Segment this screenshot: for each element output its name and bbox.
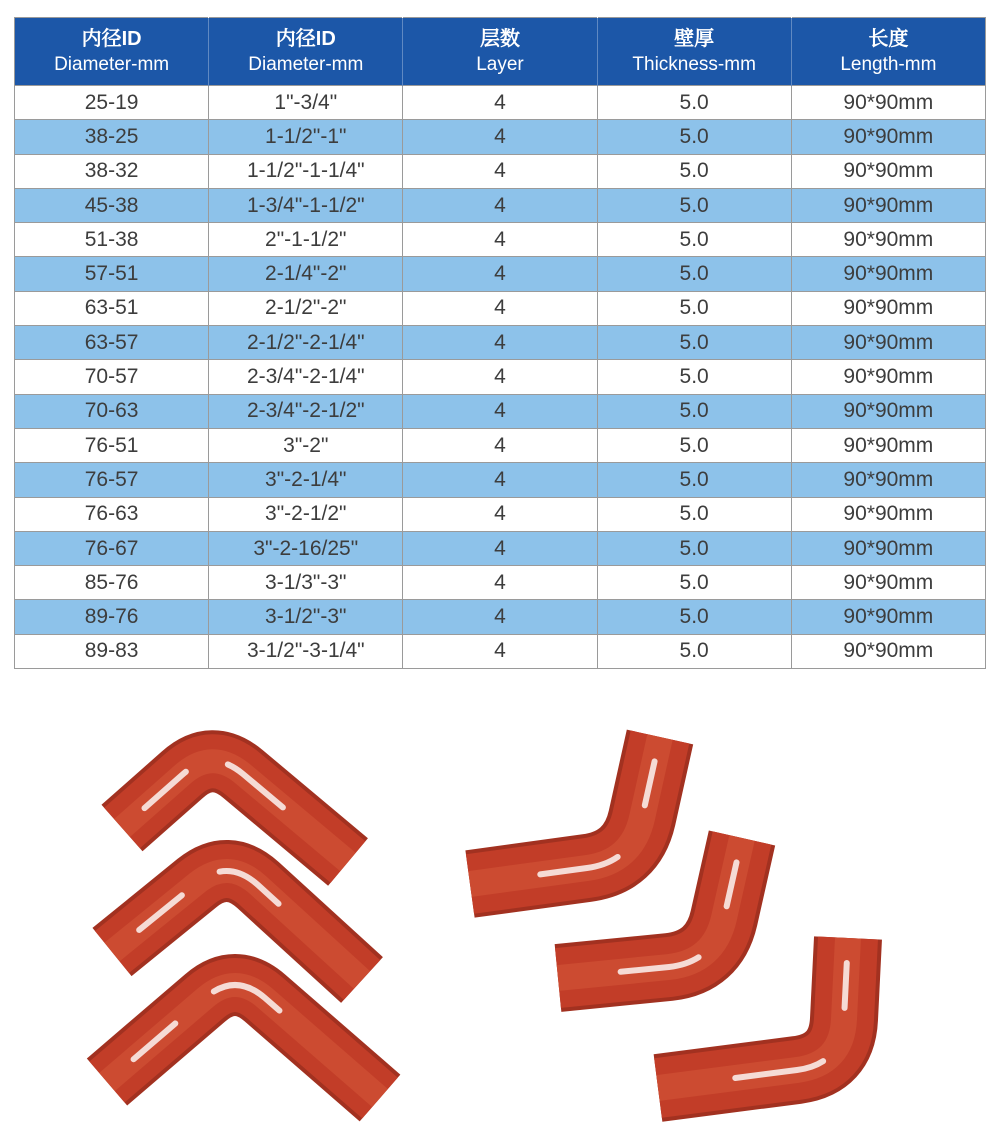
table-cell: 5.0 xyxy=(597,291,791,325)
table-cell: 63-57 xyxy=(15,326,209,360)
elbow-hose-photo-right-3 xyxy=(658,938,848,1088)
elbow-hose-photo-right-1 xyxy=(470,737,660,884)
col-header-diameter-id-inch xyxy=(209,18,403,86)
table-cell: 5.0 xyxy=(597,360,791,394)
elbow-hose-photo-left-3 xyxy=(107,985,380,1098)
table-row xyxy=(15,566,986,600)
table-cell: 25-19 xyxy=(15,86,209,120)
table-cell: 5.0 xyxy=(597,566,791,600)
table-cell: 3-1/3"-3" xyxy=(209,566,403,600)
table-cell: 90*90mm xyxy=(791,188,985,222)
table-row xyxy=(15,497,986,531)
table-cell: 2-1/2"-2-1/4" xyxy=(209,326,403,360)
table-cell: 38-32 xyxy=(15,154,209,188)
table-cell: 1"-3/4" xyxy=(209,86,403,120)
table-row xyxy=(15,394,986,428)
table-row xyxy=(15,188,986,222)
table-row xyxy=(15,360,986,394)
col-header-zh: 长度 xyxy=(868,28,909,51)
table-row xyxy=(15,463,986,497)
header-row xyxy=(15,18,986,86)
table-cell: 5.0 xyxy=(597,223,791,257)
table-cell: 38-25 xyxy=(15,120,209,154)
table-cell: 90*90mm xyxy=(791,497,985,531)
table-row xyxy=(15,154,986,188)
col-header-en: Diameter-mm xyxy=(248,54,364,76)
col-header-length xyxy=(791,18,985,86)
table-cell: 5.0 xyxy=(597,531,791,565)
table-cell: 5.0 xyxy=(597,120,791,154)
table-cell: 4 xyxy=(403,154,597,188)
table-cell: 5.0 xyxy=(597,188,791,222)
table-cell: 4 xyxy=(403,326,597,360)
table-cell: 3"-2-16/25" xyxy=(209,531,403,565)
table-cell: 5.0 xyxy=(597,634,791,668)
table-cell: 4 xyxy=(403,360,597,394)
col-header-thickness xyxy=(597,18,791,86)
table-cell: 4 xyxy=(403,600,597,634)
table-cell: 2-3/4"-2-1/4" xyxy=(209,360,403,394)
table-row xyxy=(15,326,986,360)
table-cell: 90*90mm xyxy=(791,86,985,120)
table-cell: 57-51 xyxy=(15,257,209,291)
table-row xyxy=(15,291,986,325)
table-cell: 90*90mm xyxy=(791,326,985,360)
table-cell: 4 xyxy=(403,428,597,462)
table-cell: 90*90mm xyxy=(791,531,985,565)
table-cell: 76-51 xyxy=(15,428,209,462)
table-cell: 90*90mm xyxy=(791,394,985,428)
table-cell: 90*90mm xyxy=(791,634,985,668)
table-cell: 76-67 xyxy=(15,531,209,565)
table-cell: 4 xyxy=(403,257,597,291)
col-header-en: Layer xyxy=(476,54,524,76)
table-cell: 90*90mm xyxy=(791,463,985,497)
table-cell: 90*90mm xyxy=(791,360,985,394)
elbow-hose-photo-left-2 xyxy=(112,871,362,980)
table-cell: 90*90mm xyxy=(791,291,985,325)
table-cell: 63-51 xyxy=(15,291,209,325)
table-cell: 89-76 xyxy=(15,600,209,634)
col-header-zh: 层数 xyxy=(479,28,520,51)
col-header-zh: 内径ID xyxy=(81,28,142,51)
table-cell: 4 xyxy=(403,86,597,120)
table-cell: 2"-1-1/2" xyxy=(209,223,403,257)
table-cell: 4 xyxy=(403,634,597,668)
table-cell: 90*90mm xyxy=(791,223,985,257)
table-cell: 45-38 xyxy=(15,188,209,222)
table-cell: 70-57 xyxy=(15,360,209,394)
table-cell: 4 xyxy=(403,120,597,154)
table-cell: 4 xyxy=(403,463,597,497)
table-cell: 5.0 xyxy=(597,394,791,428)
elbow-hose-photo-left-1 xyxy=(122,761,348,862)
table-cell: 3-1/2"-3" xyxy=(209,600,403,634)
col-header-zh: 壁厚 xyxy=(674,28,715,51)
col-header-zh: 内径ID xyxy=(275,28,336,51)
table-cell: 4 xyxy=(403,291,597,325)
table-cell: 2-1/2"-2" xyxy=(209,291,403,325)
table-row xyxy=(15,531,986,565)
table-row xyxy=(15,223,986,257)
table-cell: 5.0 xyxy=(597,257,791,291)
table-cell: 70-63 xyxy=(15,394,209,428)
table-cell: 90*90mm xyxy=(791,257,985,291)
table-cell: 5.0 xyxy=(597,600,791,634)
table-cell: 1-1/2"-1-1/4" xyxy=(209,154,403,188)
spec-table-body xyxy=(15,86,986,669)
table-row xyxy=(15,428,986,462)
table-cell: 5.0 xyxy=(597,154,791,188)
table-cell: 90*90mm xyxy=(791,600,985,634)
table-cell: 76-63 xyxy=(15,497,209,531)
table-cell: 4 xyxy=(403,566,597,600)
table-cell: 3"-2" xyxy=(209,428,403,462)
table-row xyxy=(15,120,986,154)
table-row xyxy=(15,86,986,120)
col-header-layer xyxy=(403,18,597,86)
spec-table-header xyxy=(15,18,986,86)
table-cell: 90*90mm xyxy=(791,154,985,188)
table-cell: 5.0 xyxy=(597,463,791,497)
col-header-en: Thickness-mm xyxy=(632,54,756,76)
table-cell: 76-57 xyxy=(15,463,209,497)
col-header-en: Diameter-mm xyxy=(54,54,170,76)
table-row xyxy=(15,257,986,291)
table-cell: 90*90mm xyxy=(791,428,985,462)
table-row xyxy=(15,600,986,634)
table-cell: 3"-2-1/4" xyxy=(209,463,403,497)
table-cell: 4 xyxy=(403,188,597,222)
col-header-en: Length-mm xyxy=(840,54,937,76)
table-cell: 85-76 xyxy=(15,566,209,600)
table-cell: 4 xyxy=(403,531,597,565)
table-cell: 5.0 xyxy=(597,497,791,531)
col-header-diameter-id-mm xyxy=(15,18,209,86)
table-cell: 2-3/4"-2-1/2" xyxy=(209,394,403,428)
table-cell: 1-1/2"-1" xyxy=(209,120,403,154)
elbow-hose-photo-right-2 xyxy=(558,838,742,978)
table-cell: 4 xyxy=(403,497,597,531)
table-row xyxy=(15,634,986,668)
table-cell: 4 xyxy=(403,394,597,428)
spec-table xyxy=(14,17,986,669)
table-cell: 5.0 xyxy=(597,86,791,120)
table-cell: 3-1/2"-3-1/4" xyxy=(209,634,403,668)
table-cell: 3"-2-1/2" xyxy=(209,497,403,531)
table-cell: 51-38 xyxy=(15,223,209,257)
table-cell: 5.0 xyxy=(597,326,791,360)
table-cell: 2-1/4"-2" xyxy=(209,257,403,291)
table-cell: 5.0 xyxy=(597,428,791,462)
table-cell: 89-83 xyxy=(15,634,209,668)
table-cell: 4 xyxy=(403,223,597,257)
table-cell: 90*90mm xyxy=(791,566,985,600)
table-cell: 1-3/4"-1-1/2" xyxy=(209,188,403,222)
table-cell: 90*90mm xyxy=(791,120,985,154)
